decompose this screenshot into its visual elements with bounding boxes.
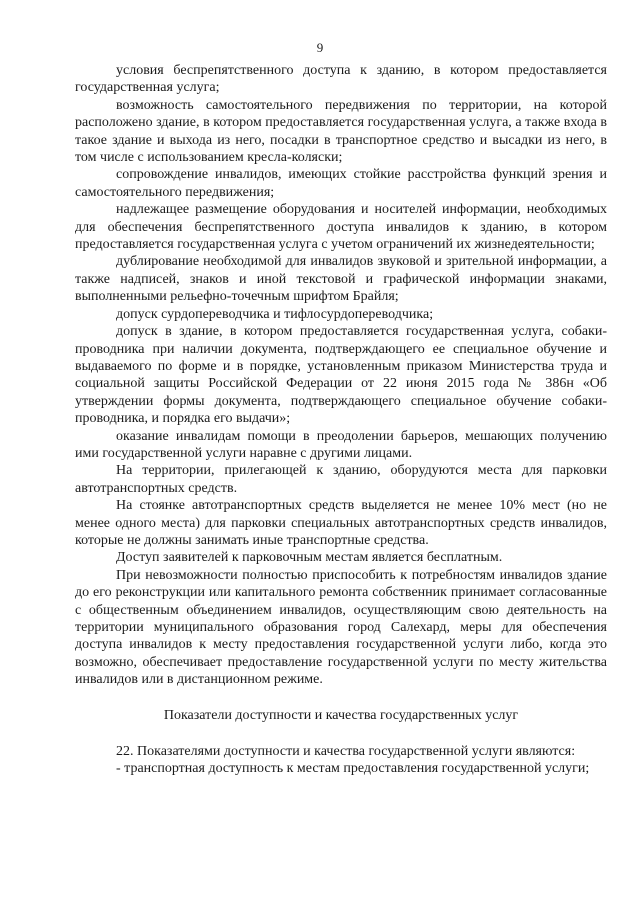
paragraph: допуск в здание, в котором предоставляется государственная услуга, собаки-проводника при наличии документа, подтверждающего ее специальное обучение и выдаваемого по форме и в порядке, установленным приказом Министерства труда и социальной защиты Российской Федерации от 22 июня 2015 года № 386н «Об утверждении формы документа, подтверждающего специальное обучение собаки-проводника, и порядка его выдачи»; [75, 324, 607, 427]
paragraph: сопровождение инвалидов, имеющих стойкие расстройства функций зрения и самостоятельного передвижения; [75, 167, 607, 200]
paragraph: При невозможности полностью приспособить к потребностям инвалидов здание до его реконструкции или капитального ремонта собственник принимает согласованные с общественным объединением инвалидов, осуществляющим свою деятельность на территории муниципального образования город Салехард, меры для обеспечения доступа инвалидов к месту предоставления государственной услуги либо, когда это возможно, обеспечивает предоставление государственной услуги по месту жительства инвалидов или в дистанционном режиме. [75, 567, 607, 688]
section-heading: Показатели доступности и качества государственных услуг [163, 707, 519, 723]
paragraph: условия беспрепятственного доступа к зданию, в котором предоставляется государственная услуга; [75, 63, 607, 96]
paragraph: дублирование необходимой для инвалидов звуковой и зрительной информации, а также надписей, знаков и иной текстовой и графической информации знаками, выполненными рельефно-точечным шрифтом Брайля; [75, 254, 607, 305]
paragraph: На стоянке автотранспортных средств выделяется не менее 10% мест (но не менее одного места) для парковки специальных автотранспортных средств инвалидов, которые не должны занимать иные транспортные средства. [75, 498, 607, 548]
paragraph: Доступ заявителей к парковочным местам является бесплатным. [116, 550, 503, 566]
paragraph: 22. Показателями доступности и качества государственной услуги являются: [116, 744, 576, 760]
page-number: 9 [316, 40, 324, 55]
paragraph: На территории, прилегающей к зданию, оборудуются места для парковки автотранспортных средств. [75, 463, 607, 496]
paragraph: оказание инвалидам помощи в преодолении барьеров, мешающих получению ими государственной услуги наравне с другими лицами. [75, 428, 607, 461]
paragraph: возможность самостоятельного передвижения по территории, на которой расположено здание, в котором предоставляется государственная услуга, а также входа в такое здание и выхода из него, посадки в транспортное средство и высадки из него, в том числе с использованием кресла-коляски; [75, 97, 607, 166]
paragraph: - транспортная доступность к местам предоставления государственной услуги; [116, 761, 590, 777]
document-body [75, 62, 607, 778]
paragraph: надлежащее размещение оборудования и носителей информации, необходимых для обеспечения беспрепятственного доступа инвалидов к зданию, в котором предоставляется государственная услуга с учетом ограничений их жизнедеятельности; [75, 202, 607, 253]
paragraph: допуск сурдопереводчика и тифлосурдопереводчика; [116, 306, 434, 322]
